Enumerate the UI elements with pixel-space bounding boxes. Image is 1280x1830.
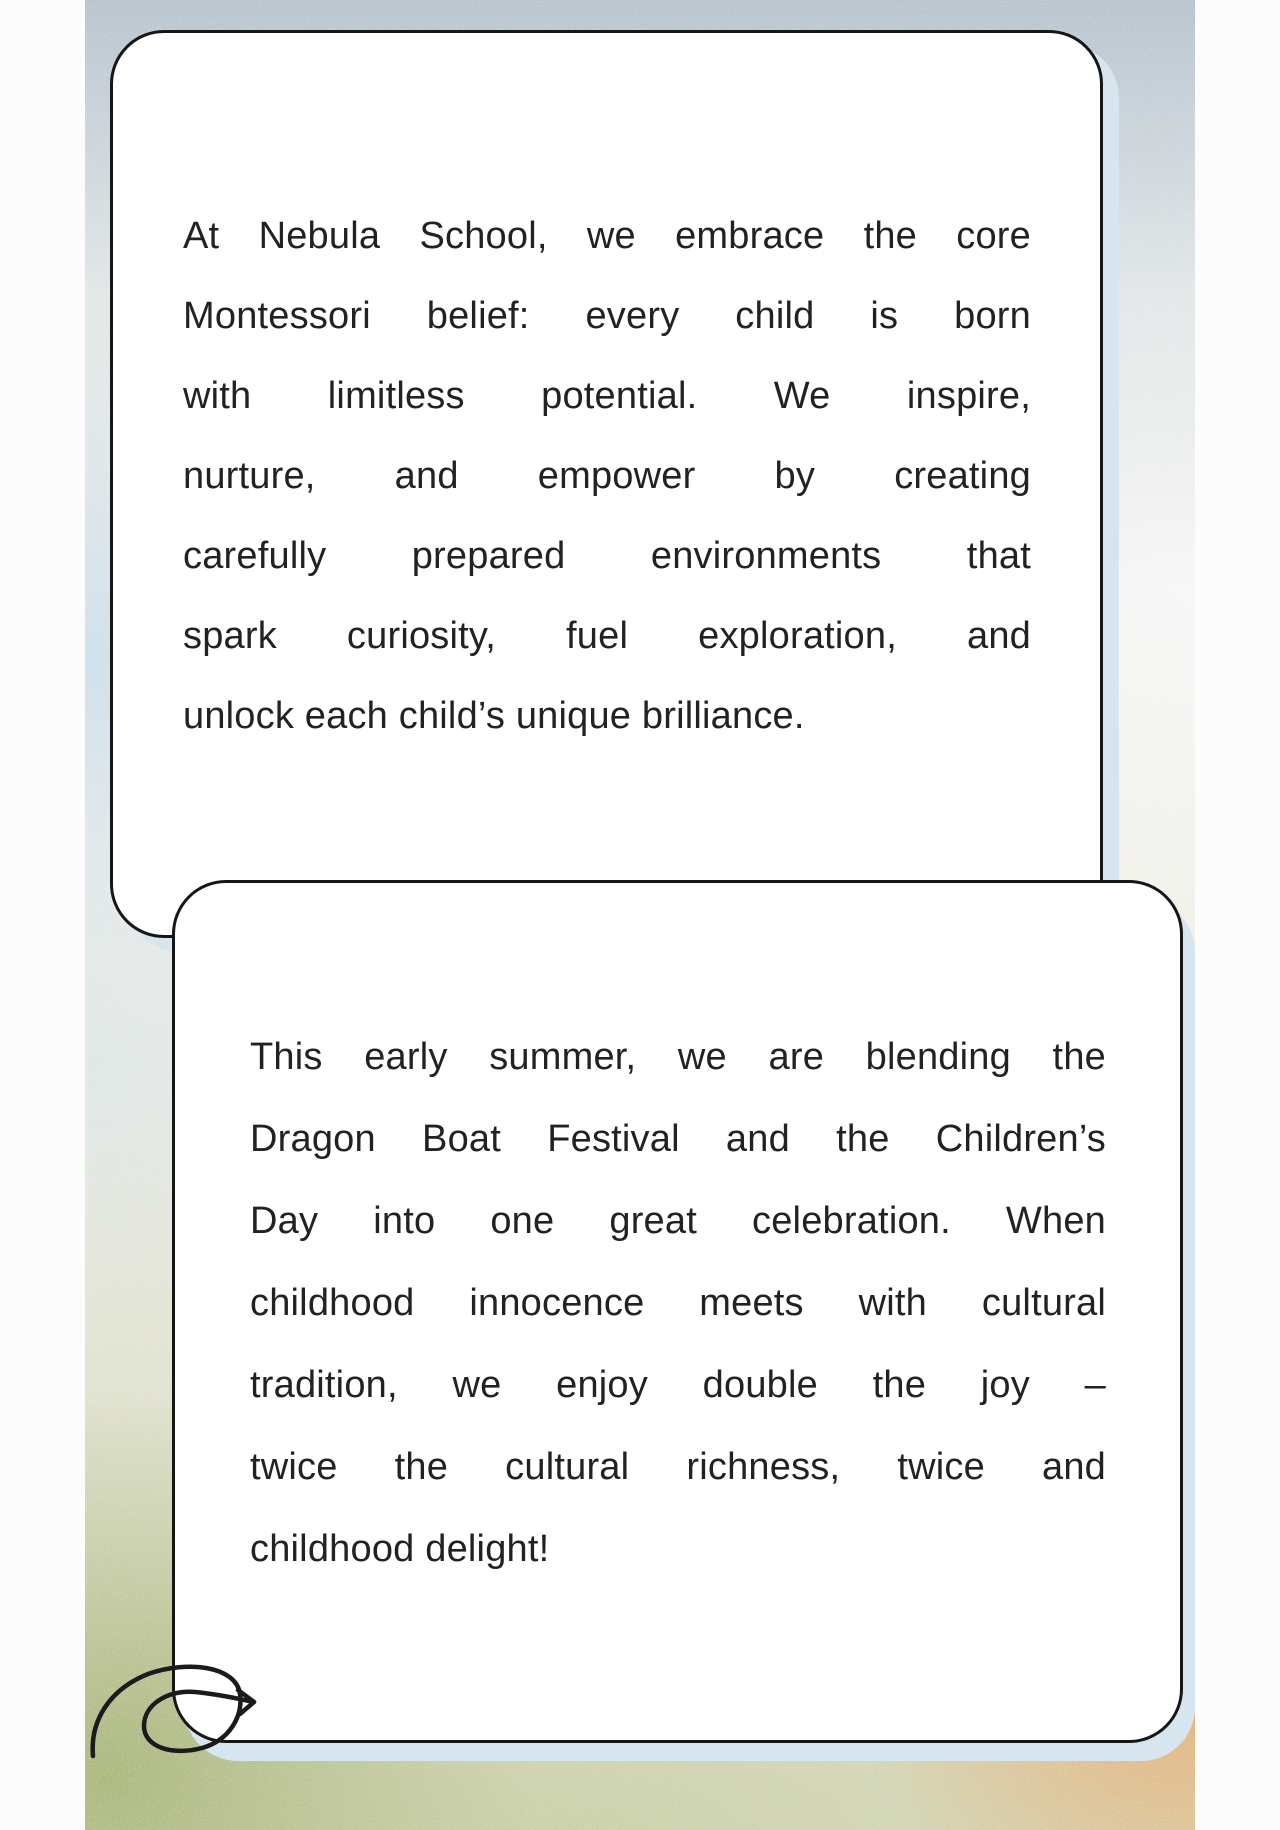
intro-card [110,30,1103,938]
intro-text-line: Montessori belief: every child is born [183,295,1031,337]
festival-text-line: Day into one great celebration. When [250,1200,1106,1242]
festival-text-line: twice the cultural richness, twice and [250,1446,1106,1488]
intro-text-line: At Nebula School, we embrace the core [183,215,1031,257]
intro-text-line: spark curiosity, fuel exploration, and [183,615,1031,657]
festival-text-line: childhood delight! [250,1528,550,1570]
intro-text-line: carefully prepared environments that [183,535,1031,577]
festival-text-line: Dragon Boat Festival and the Children’s [250,1118,1106,1160]
intro-text-block [183,196,1031,756]
intro-text-line: with limitless potential. We inspire, [183,375,1031,417]
arrow-doodle-icon [75,1650,275,1768]
festival-text-line: childhood innocence meets with cultural [250,1282,1106,1324]
festival-text-line: This early summer, we are blending the [250,1036,1106,1078]
intro-text-line: unlock each child’s unique brilliance. [183,695,805,737]
festival-card [172,880,1183,1743]
intro-text-line: nurture, and empower by creating [183,455,1031,497]
festival-text-block [250,1016,1106,1590]
festival-text-line: tradition, we enjoy double the joy – [250,1364,1106,1406]
